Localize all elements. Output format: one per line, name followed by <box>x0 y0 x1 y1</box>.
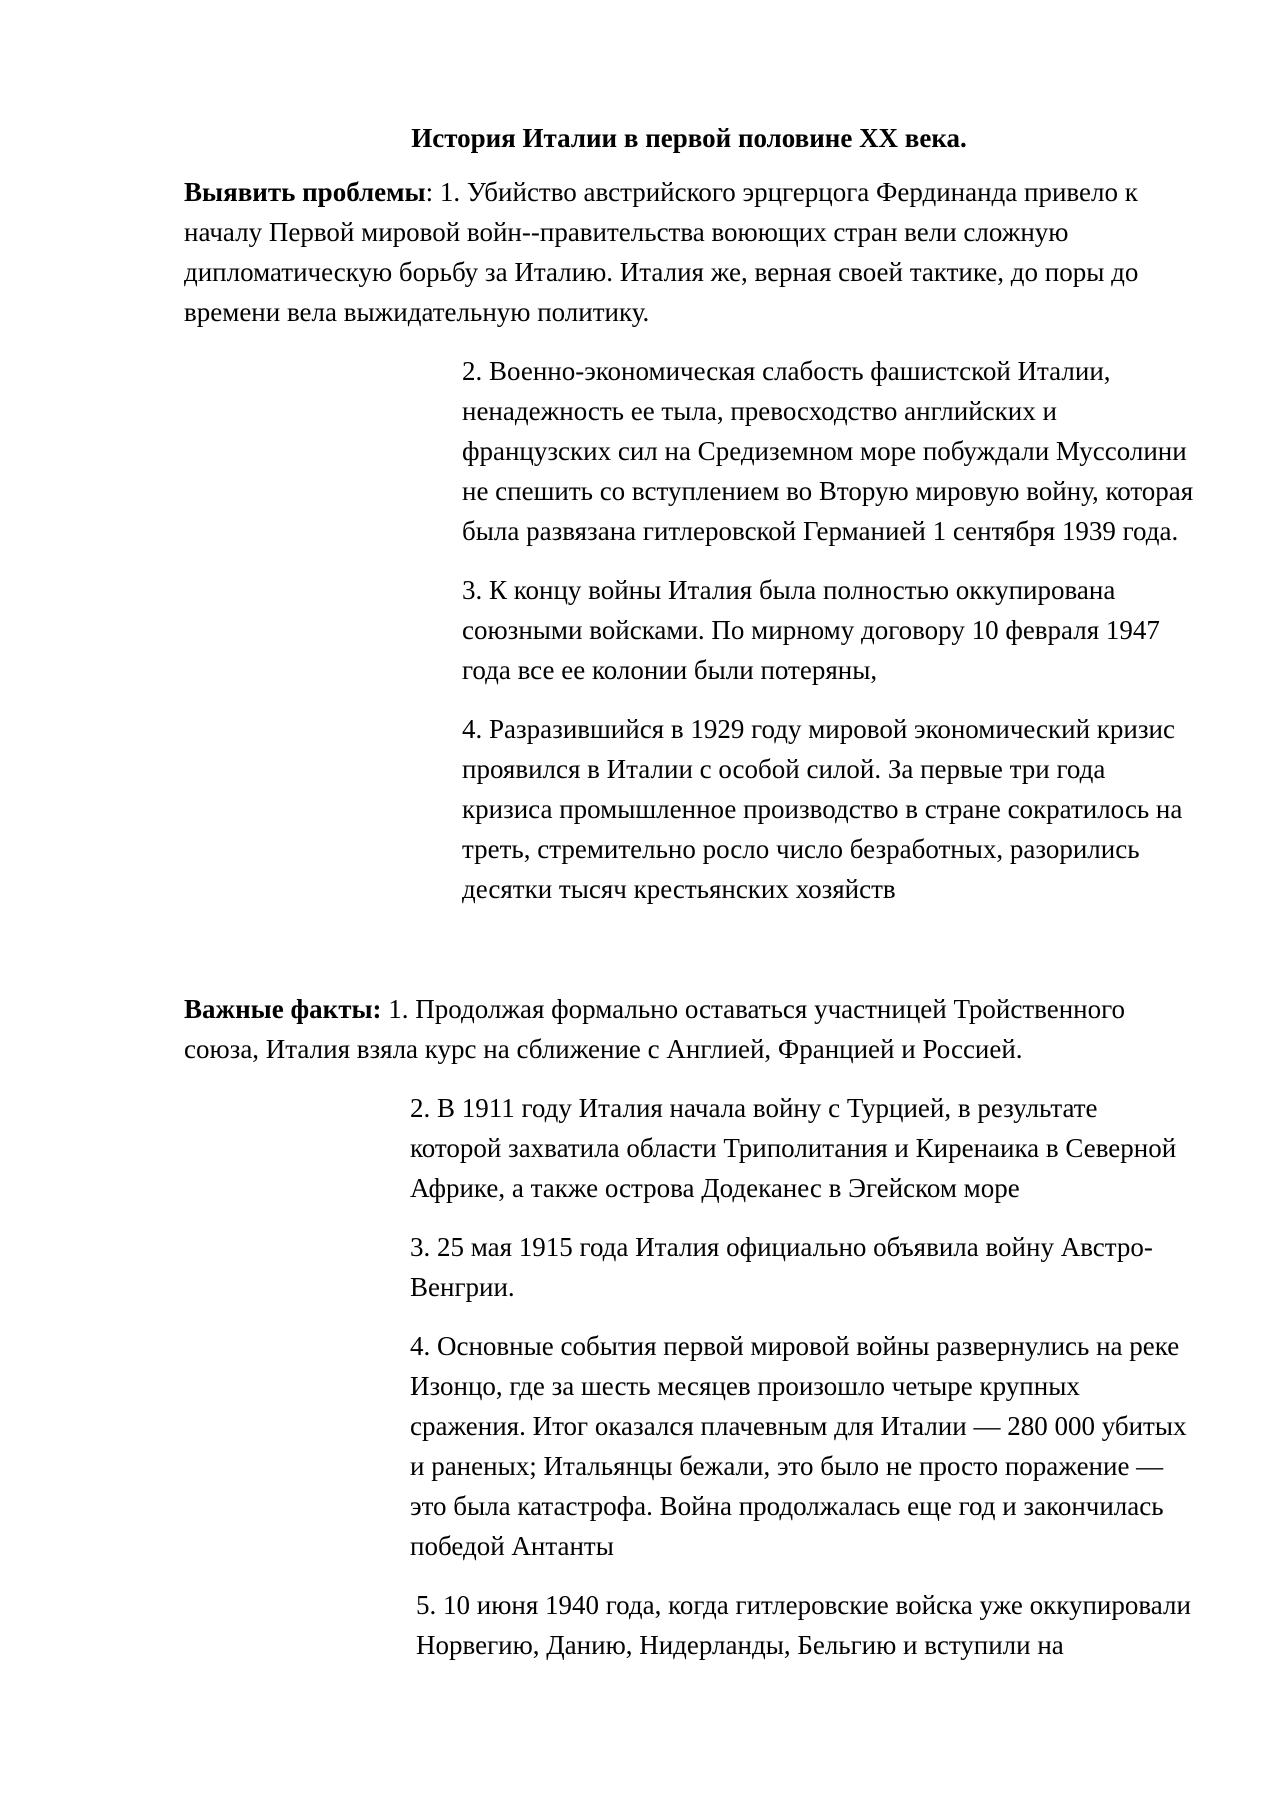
problem-item-1-text: : 1. Убийство австрийского эрцгерцога Фердинанда привело к началу Первой мировой войн--правительства воюющих стран вели сложную дипломатическую борьбу за Италию. Италия же, верная своей тактике, до поры до времени вела выжидательную политику. <box>184 177 1139 327</box>
problems-label: Выявить проблемы <box>184 177 426 207</box>
fact-item-3: 3. 25 мая 1915 года Италия официально объявила войну Австро-Венгрии. <box>410 1232 1153 1302</box>
problem-item-3: 3. К концу войны Италия была полностью оккупирована союзными войсками. По мирному договору 10 февраля 1947 года все ее колонии были потеряны, <box>462 575 1160 685</box>
fact-item-2: 2. В 1911 году Италия начала войну с Турцией, в результате которой захватила области Триполитания и Киренаика в Северной Африке, а также острова Додеканес в Эгейском море <box>410 1093 1177 1203</box>
facts-label: Важные факты: <box>184 994 382 1024</box>
fact-item-1-text: 1. Продолжая формально оставаться участницей Тройственного союза, Италия взяла курс на сближение с Англией, Францией и Россией. <box>184 994 1126 1064</box>
fact-item-4: 4. Основные события первой мировой войны развернулись на реке Изонцо, где за шесть месяцев произошло четыре крупных сражения. Итог оказался плачевным для Италии — 280 000 убитых и раненых; Итальянцы бежали, это было не просто поражение — это была катастрофа. Война продолжалась еще год и закончилась победой Антанты <box>410 1331 1187 1561</box>
fact-item-1 <box>184 989 1194 1069</box>
document-body <box>184 118 1194 1684</box>
problem-item-2: 2. Военно-экономическая слабость фашистской Италии, ненадежность ее тыла, превосходство английских и французских сил на Средиземном море побуждали Муссолини не спешить со вступлением во Вторую мировую войну, которая была развязана гитлеровской Германией 1 сентября 1939 года. <box>462 356 1194 546</box>
fact-item-5: 5. 10 июня 1940 года, когда гитлеровские войска уже оккупировали Норвегию, Данию, Нидерланды, Бельгию и вступили на <box>416 1590 1191 1660</box>
problem-item-1 <box>184 172 1194 332</box>
problem-item-4: 4. Разразившийся в 1929 году мировой экономический кризис проявился в Италии с особой силой. За первые три года кризиса промышленное производство в стране сократилось на треть, стремительно росло число безработных, разорились десятки тысяч крестьянских хозяйств <box>462 714 1183 904</box>
document-title: История Италии в первой половине XX века. <box>411 123 967 153</box>
